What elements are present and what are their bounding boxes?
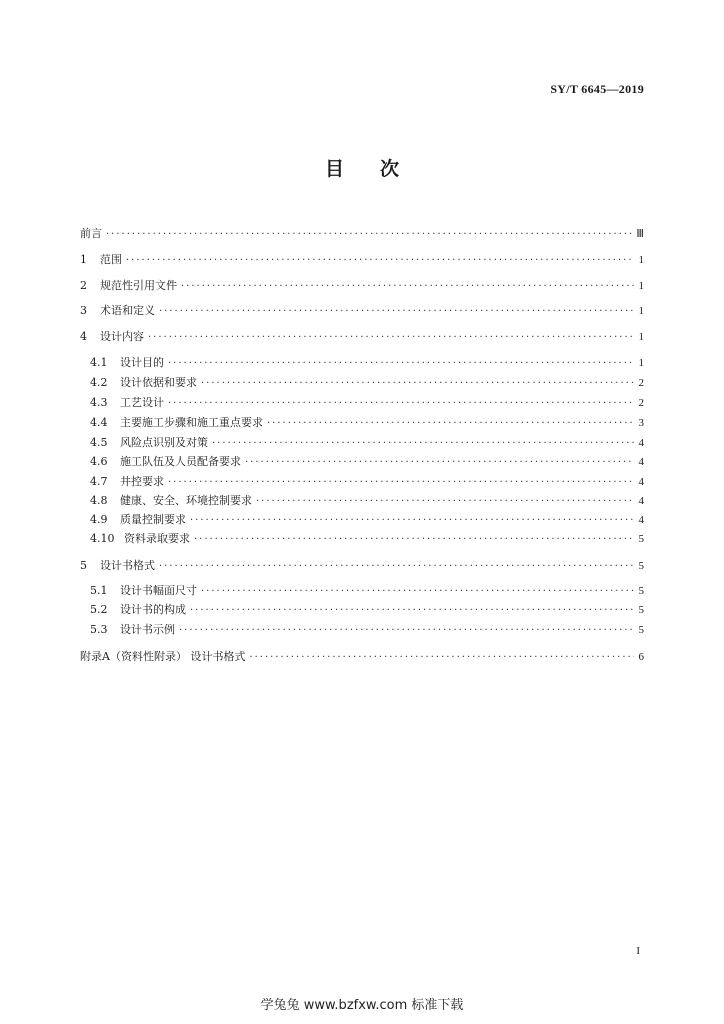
toc-entry-title: 主要施工步骤和施工重点要求 <box>120 416 263 429</box>
toc-entry-page: 5 <box>638 560 644 572</box>
toc-entry[interactable] <box>80 302 644 318</box>
toc-leader-dots <box>106 229 632 241</box>
toc-entry-page: 5 <box>638 585 644 597</box>
toc-leader-dots <box>179 625 634 637</box>
toc-entry[interactable] <box>90 530 644 546</box>
toc-entry-title: 设计内容 <box>100 330 144 343</box>
toc-entry[interactable] <box>90 374 644 390</box>
toc-leader-dots <box>168 358 634 370</box>
toc-entry-title: 资料录取要求 <box>124 532 190 545</box>
toc-entry-page: 5 <box>638 624 644 636</box>
toc-entry-number: 4.5 <box>90 436 108 449</box>
toc-entry-number: 4.3 <box>90 396 108 409</box>
toc-entry-title: 质量控制要求 <box>120 513 186 526</box>
toc-title: 目次 <box>324 158 435 180</box>
toc-entry[interactable] <box>90 511 644 527</box>
toc-entry[interactable] <box>90 354 644 370</box>
toc-entry-title: 工艺设计 <box>120 396 164 409</box>
toc-entry[interactable] <box>90 394 644 410</box>
toc-entry-number: 4.10 <box>90 532 115 545</box>
toc-entry-title: 设计书格式 <box>100 559 155 572</box>
toc-entry[interactable] <box>80 557 644 573</box>
toc-entry[interactable] <box>80 225 644 241</box>
toc-entry[interactable] <box>80 648 644 664</box>
toc-entry-title: 设计书的构成 <box>120 603 186 616</box>
toc-entry[interactable] <box>90 473 644 489</box>
toc-entry-page: 4 <box>638 456 644 468</box>
toc-leader-dots <box>256 496 634 508</box>
toc-entry-title: 设计书幅面尺寸 <box>120 584 197 597</box>
toc-entry-page: 1 <box>638 357 644 369</box>
toc-leader-dots <box>249 652 634 664</box>
toc-entry-page: 1 <box>638 280 644 292</box>
toc-entry-title: 附录A（资料性附录） 设计书格式 <box>80 650 246 663</box>
toc-entry[interactable] <box>90 621 644 637</box>
toc-leader-dots <box>190 605 634 617</box>
toc-leader-dots <box>159 306 634 318</box>
toc-entry-page: 4 <box>638 437 644 449</box>
toc-leader-dots <box>181 281 634 293</box>
toc-entry[interactable] <box>90 414 644 430</box>
toc-leader-dots <box>168 477 634 489</box>
toc-entry-title: 设计书示例 <box>120 623 175 636</box>
toc-entry-page: 4 <box>638 495 644 507</box>
footer-watermark: 学兔兔 www.bzfxw.com 标准下载 <box>260 998 464 1013</box>
toc-entry-number: 4.2 <box>90 376 108 389</box>
toc-entry-number: 2 <box>80 279 87 292</box>
toc-entry-page: 1 <box>638 254 644 266</box>
toc-entry[interactable] <box>90 601 644 617</box>
toc-entry-title: 术语和定义 <box>100 304 155 317</box>
toc-entry-page: 2 <box>638 377 644 389</box>
toc-leader-dots <box>148 332 634 344</box>
toc-entry-number: 5.1 <box>90 584 108 597</box>
toc-entry-number: 5.2 <box>90 603 108 616</box>
toc-leader-dots <box>194 534 634 546</box>
toc-entry-page: Ⅲ <box>636 228 644 240</box>
toc-entry-page: 4 <box>638 476 644 488</box>
toc-entry-number: 4.1 <box>90 356 108 369</box>
toc-entry[interactable] <box>80 277 644 293</box>
toc-entry-page: 1 <box>638 331 644 343</box>
toc-entry-title: 健康、安全、环境控制要求 <box>120 494 252 507</box>
toc-entry-page: 6 <box>638 651 644 663</box>
toc-entry-page: 5 <box>638 533 644 545</box>
toc-entry-title: 设计依据和要求 <box>120 376 197 389</box>
toc-entry[interactable] <box>90 582 644 598</box>
toc-entry-title: 范围 <box>100 253 122 266</box>
toc-leader-dots <box>212 438 634 450</box>
toc-entry[interactable] <box>80 251 644 267</box>
toc-entry[interactable] <box>90 434 644 450</box>
page-number: I <box>636 945 640 957</box>
toc-entry-number: 4.7 <box>90 475 108 488</box>
toc-entry-title: 前言 <box>80 227 102 240</box>
toc-entry-page: 3 <box>638 417 644 429</box>
toc-entry-number: 4.9 <box>90 513 108 526</box>
toc-entry[interactable] <box>90 453 644 469</box>
toc-entry-number: 4.6 <box>90 455 108 468</box>
toc-entry[interactable] <box>90 492 644 508</box>
toc-entry-title: 设计目的 <box>120 356 164 369</box>
toc-leader-dots <box>245 457 634 469</box>
toc-entry-number: 4 <box>80 330 87 343</box>
toc-leader-dots <box>267 418 634 430</box>
toc-entry-number: 3 <box>80 304 87 317</box>
toc-entry-number: 4.8 <box>90 494 108 507</box>
toc-entry-number: 1 <box>80 253 87 266</box>
toc-entry-title: 井控要求 <box>120 475 164 488</box>
toc-leader-dots <box>201 586 634 598</box>
toc-entry-page: 2 <box>638 397 644 409</box>
toc-leader-dots <box>190 515 634 527</box>
toc-entry-title: 施工队伍及人员配备要求 <box>120 455 241 468</box>
toc-entry-number: 4.4 <box>90 416 108 429</box>
toc-entry-page: 5 <box>638 604 644 616</box>
toc-entry-page: 1 <box>638 305 644 317</box>
toc-leader-dots <box>168 398 634 410</box>
toc-entry-title: 规范性引用文件 <box>100 279 177 292</box>
standard-code: SY/T 6645—2019 <box>550 82 644 96</box>
toc-leader-dots <box>159 561 634 573</box>
toc-entry-page: 4 <box>638 514 644 526</box>
toc-entry-title: 风险点识别及对策 <box>120 436 208 449</box>
toc-entry-number: 5.3 <box>90 623 108 636</box>
toc-entry[interactable] <box>80 328 644 344</box>
toc-leader-dots <box>201 378 634 390</box>
toc-leader-dots <box>126 255 634 267</box>
toc-entry-number: 5 <box>80 559 87 572</box>
